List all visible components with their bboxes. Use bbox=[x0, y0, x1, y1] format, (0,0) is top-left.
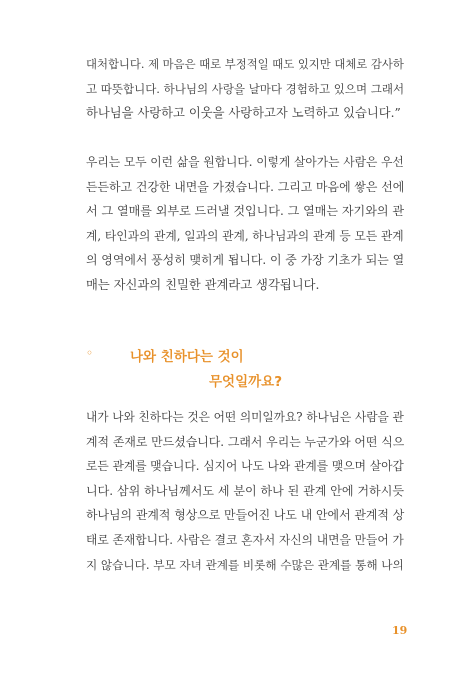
text-line: 대처합니다. 제 마음은 때로 부정적일 때도 있지만 대체로 감사하 bbox=[86, 57, 404, 71]
text-line: 의 영역에서 풍성히 맺히게 됩니다. 이 중 가장 기초가 되는 열 bbox=[86, 253, 405, 268]
text-line: 니다. 삼위 하나님께서도 세 분이 하나 된 관계 안에 거하시듯 bbox=[86, 483, 405, 498]
paragraph-desire bbox=[86, 150, 404, 298]
section-bullet-icon: ◦ bbox=[86, 346, 94, 360]
page-number: 19 bbox=[392, 624, 408, 637]
section-heading-line1: 나와 친하다는 것이 bbox=[130, 349, 244, 365]
text-line: 태로 존재합니다. 사람은 결코 혼자서 자신의 내면을 만들어 가 bbox=[86, 532, 404, 547]
text-line: 하나님을 사랑하고 이웃을 사랑하고자 노력하고 있습니다.” bbox=[86, 106, 401, 121]
paragraph-continued bbox=[86, 52, 404, 126]
text-line: 내가 나와 친하다는 것은 어떤 의미일까요? 하나님은 사람을 관 bbox=[86, 410, 404, 424]
section-heading-line2: 무엇일까요? bbox=[209, 374, 283, 390]
text-line: 우리는 모두 이런 삶을 원합니다. 이렇게 살아가는 사람은 우선 bbox=[86, 155, 404, 169]
text-line: 서 그 열매를 외부로 드러낼 것입니다. 그 열매는 자기와의 관 bbox=[86, 204, 405, 219]
text-line: 든든하고 건강한 내면을 가졌습니다. 그리고 마음에 쌓은 선에 bbox=[86, 179, 405, 194]
text-line: 고 따뜻합니다. 하나님의 사랑을 날마다 경험하고 있으며 그래서 bbox=[86, 81, 405, 96]
text-line: 로든 관계를 맺습니다. 심지어 나도 나와 관계를 맺으며 살아갑 bbox=[86, 459, 404, 474]
text-line: 지 않습니다. 부모 자녀 관계를 비롯해 수많은 관계를 통해 나의 bbox=[86, 557, 404, 572]
text-line: 계적 존재로 만드셨습니다. 그래서 우리는 누군가와 어떤 식으 bbox=[86, 434, 405, 449]
text-line: 하나님의 관계적 형상으로 만들어진 나도 내 안에서 관계적 상 bbox=[86, 508, 405, 523]
text-line: 매는 자신과의 친밀한 관계라고 생각됩니다. bbox=[86, 277, 320, 292]
paragraph-meaning bbox=[86, 405, 404, 577]
text-line: 계, 타인과의 관계, 일과의 관계, 하나님과의 관계 등 모든 관계 bbox=[86, 228, 404, 243]
